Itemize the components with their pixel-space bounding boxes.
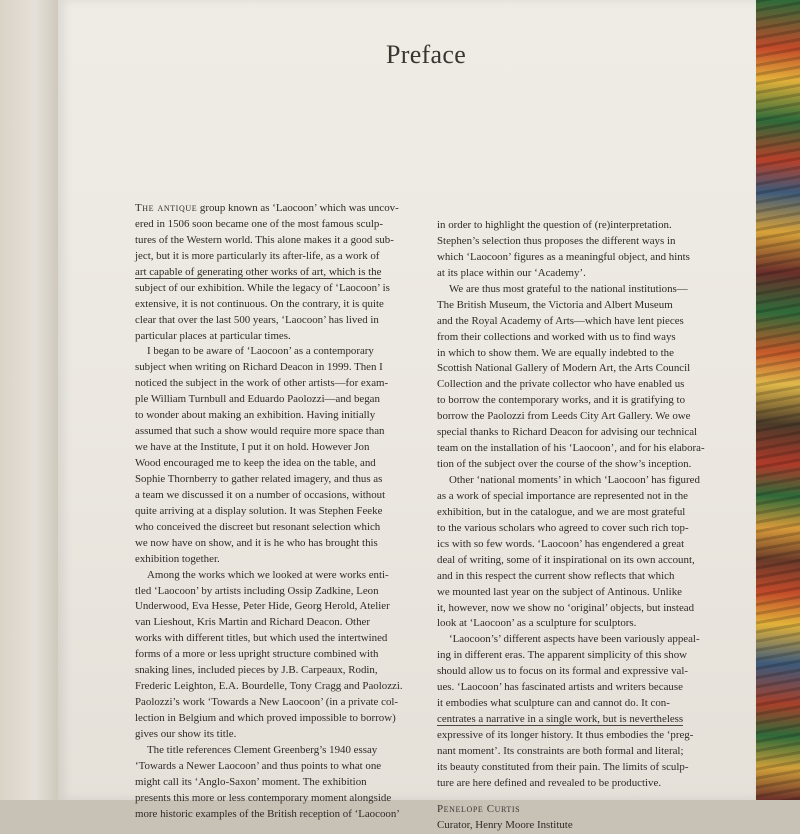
text-line: The antique group known as ‘Laocoon’ which was uncov- <box>135 202 399 214</box>
text-line: The title references Clement Greenberg’s 1940 essay <box>147 743 378 756</box>
text-line: a team we discussed it on a number of occasions, without <box>135 488 386 501</box>
text-line: ture are here defined and revealed to be productive. <box>437 776 662 789</box>
text-line: look at ‘Laocoon’ as a sculpture for sculptors. <box>437 617 637 630</box>
text-line: who conceived the discreet but resonant selection which <box>135 520 381 533</box>
text-line: tures of the Western world. This alone makes it a good sub- <box>135 233 394 246</box>
text-line-underlined <box>135 265 425 281</box>
text-line: subject when writing on Richard Deacon in 1999. Then I <box>135 361 383 374</box>
text-line: presents this more or less contemporary moment alongside <box>135 791 392 804</box>
text-line: van Lieshout, Kris Martin and Richard Deacon. Other <box>135 616 370 629</box>
text-line: in which to show them. We are equally indebted to the <box>437 346 674 359</box>
text-line: exhibition together. <box>135 552 220 565</box>
text-line: ‘Laocoon’s’ different aspects have been variously appeal- <box>449 633 700 646</box>
text-line: tion of the subject over the course of the show’s inception. <box>437 458 692 471</box>
text-line: ered in 1506 soon became one of the most famous sculp- <box>135 217 384 230</box>
lead-in-smallcaps: The antique <box>135 202 198 214</box>
text-line: it, however, now we show no ‘original’ objects, but instead <box>437 601 695 614</box>
page-title: Preface <box>386 40 467 69</box>
text-line: it embodies what sculpture can and cannot do. It con- <box>437 697 670 710</box>
text-line: Sophie Thornberry to gather related imagery, and thus as <box>135 472 383 485</box>
text-line: ics with so few words. ‘Laocoon’ has engendered a great <box>437 537 685 550</box>
text-line: to wonder about making an exhibition. Having initially <box>135 409 376 422</box>
text-line: particular places at particular times. <box>135 329 291 342</box>
text-line: more historic examples of the British reception of ‘Laocoon’ <box>135 807 400 820</box>
text-line: and in this respect the current show reflects that which <box>437 569 675 582</box>
text-line: snaking lines, included pieces by J.B. Carpeaux, Rodin, <box>135 664 378 677</box>
text-line: ‘Towards a Newer Laocoon’ and thus points to what one <box>135 759 382 772</box>
text-line: Collection and the private collector who have enabled us <box>437 378 685 391</box>
pen-underline: centrates a narrative in a single work, but is nevertheless <box>437 713 684 726</box>
text-line: ple William Turnbull and Eduardo Paolozzi—and began <box>135 393 380 406</box>
text-line: its beauty constituted from their pain. The limits of sculp- <box>437 760 689 773</box>
text-line: as a work of special importance are represented not in the <box>437 489 688 502</box>
text-line: borrow the Paolozzi from Leeds City Art Gallery. We owe <box>437 410 691 423</box>
right-column <box>437 218 732 834</box>
author-role: Curator, Henry Moore Institute <box>437 818 573 831</box>
text-line: to the various scholars who agreed to cover such rich top- <box>437 521 689 534</box>
text-line: at its place within our ‘Academy’. <box>437 266 586 279</box>
text-line: ject, but it is more particularly its after-life, as a work of <box>135 249 380 262</box>
text-line: should allow us to focus on its formal and expressive val- <box>437 665 689 678</box>
text-line: Underwood, Eva Hesse, Peter Hide, Georg Herold, Atelier <box>135 600 390 613</box>
text-line: lection in Belgium and which proved impossible to borrow) <box>135 712 396 724</box>
author-name: Penelope Curtis <box>437 802 521 815</box>
text-line: we now have on show, and it is he who has brought this <box>135 536 378 549</box>
text-line: Among the works which we looked at were works enti- <box>147 568 389 581</box>
text-line: extensive, it is not continuous. On the contrary, it is quite <box>135 297 384 310</box>
text-line: clear that over the last 500 years, ‘Laocoon’ has lived in <box>135 313 379 326</box>
text-line: which ‘Laocoon’ figures as a meaningful object, and hints <box>437 250 690 263</box>
text-line: expressive of its longer history. It thus embodies the ‘preg- <box>437 729 694 741</box>
text-line: subject of our exhibition. While the legacy of ‘Laocoon’ is <box>135 281 390 294</box>
text-line: we mounted last year on the subject of Antinous. Unlike <box>437 585 682 598</box>
text-line: team on the installation of his ‘Laocoon’, and for his elabora- <box>437 442 705 455</box>
text-line: I began to be aware of ‘Laocoon’ as a contemporary <box>147 345 374 358</box>
text-line: ing in different eras. The apparent simplicity of this show <box>437 649 688 662</box>
text-line: might call its ‘Anglo-Saxon’ moment. The exhibition <box>135 775 367 788</box>
text-line: The British Museum, the Victoria and Albert Museum <box>437 298 673 311</box>
text-line: in order to highlight the question of (re)interpretation. <box>437 219 672 231</box>
text-line: from their collections and worked with us to find ways <box>437 330 676 343</box>
text-line: Other ‘national moments’ in which ‘Laocoon’ has figured <box>449 474 700 486</box>
text-line: exhibition, but in the catalogue, and we are most grateful <box>437 505 686 518</box>
text-line: Stephen’s selection thus proposes the different ways in <box>437 234 676 247</box>
text-line: We are thus most grateful to the national institutions— <box>449 282 688 295</box>
background-rug <box>756 0 800 800</box>
text-line: Wood encouraged me to keep the idea on the table, and <box>135 457 376 469</box>
left-column <box>135 201 425 823</box>
text-line: special thanks to Richard Deacon for advising our technical <box>437 426 698 439</box>
text-line: assumed that such a show would require more space than <box>135 425 385 438</box>
text-line: tled ‘Laocoon’ by artists including Ossip Zadkine, Leon <box>135 584 379 597</box>
text-line: to borrow the contemporary works, and it is gratifying to <box>437 394 686 407</box>
facing-page-edge <box>0 0 58 800</box>
text-line: quite arriving at a display solution. It was Stephen Feeke <box>135 504 383 517</box>
text-line: Frederic Leighton, E.A. Bourdelle, Tony Cragg and Paolozzi. <box>135 680 403 693</box>
text-line: Paolozzi’s work ‘Towards a New Laocoon’ (in a private col- <box>135 696 399 709</box>
text-line: and the Royal Academy of Arts—which have lent pieces <box>437 314 684 327</box>
text-line: we have at the Institute, I put it on hold. However Jon <box>135 441 370 454</box>
spacer <box>437 792 732 802</box>
text-line: Scottish National Gallery of Modern Art, the Arts Council <box>437 362 691 375</box>
text-line: works with different titles, but which used the intertwined <box>135 632 388 645</box>
text-line: deal of writing, some of it inspirational on its own account, <box>437 553 695 566</box>
text-line: noticed the subject in the work of other artists—for exam- <box>135 377 389 390</box>
text-line-underlined <box>437 712 732 728</box>
text-line: gives our show its title. <box>135 727 237 740</box>
pen-underline: art capable of generating other works of art, which is the <box>135 265 382 278</box>
text-line: nant moment’. Its constraints are both formal and literal; <box>437 744 684 757</box>
text-line: ues. ‘Laocoon’ has fascinated artists and writers because <box>437 681 683 694</box>
text-line: forms of a more or less upright structure combined with <box>135 648 379 661</box>
